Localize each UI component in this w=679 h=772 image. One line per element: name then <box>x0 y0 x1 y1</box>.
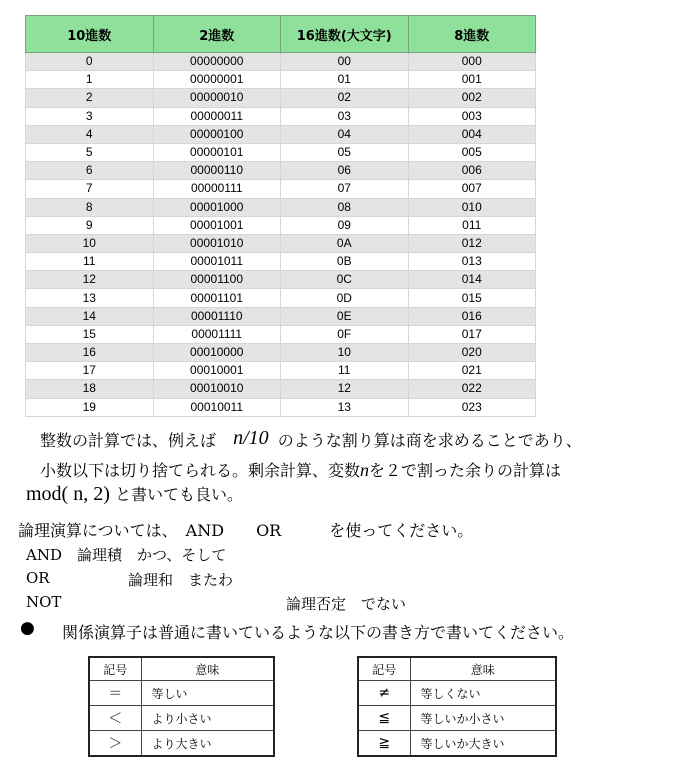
hex-cell: 03 <box>281 107 409 125</box>
decimal-cell: 12 <box>26 271 154 289</box>
decimal-cell: 13 <box>26 289 154 307</box>
hex-cell: 0A <box>281 234 409 252</box>
table-row <box>26 271 536 289</box>
octal-cell: 016 <box>408 307 536 325</box>
octal-cell: 004 <box>408 125 536 143</box>
decimal-cell: 9 <box>26 216 154 234</box>
and-line: AND 論理積 かつ、そして <box>26 546 227 564</box>
hex-cell: 08 <box>281 198 409 216</box>
not-description: 論理否定 でない <box>286 595 407 613</box>
hex-cell: 0F <box>281 325 409 343</box>
octal-cell: 023 <box>408 398 536 416</box>
relational-table-left <box>88 656 275 757</box>
header-decimal: 10進数 <box>26 16 154 53</box>
meaning-cell: 等しい <box>141 681 274 706</box>
meaning-cell: 等しくない <box>410 681 556 706</box>
decimal-cell: 11 <box>26 253 154 271</box>
decimal-cell: 18 <box>26 380 154 398</box>
decimal-cell: 16 <box>26 344 154 362</box>
table-row <box>26 53 536 71</box>
table-header-row <box>26 16 536 53</box>
octal-cell: 001 <box>408 71 536 89</box>
octal-cell: 022 <box>408 380 536 398</box>
meaning-cell: 等しいか大きい <box>410 731 556 757</box>
octal-cell: 020 <box>408 344 536 362</box>
hex-cell: 11 <box>281 362 409 380</box>
table-row <box>26 162 536 180</box>
table-row <box>26 380 536 398</box>
header-meaning: 意味 <box>410 657 556 681</box>
paragraph-line-2 <box>40 458 561 481</box>
symbol-greater-or-equal: ≧ <box>358 731 410 757</box>
hex-cell: 02 <box>281 89 409 107</box>
octal-cell: 014 <box>408 271 536 289</box>
octal-cell: 000 <box>408 53 536 71</box>
table-row <box>26 253 536 271</box>
header-hex: 16進数(大文字) <box>281 16 409 53</box>
table-row <box>26 180 536 198</box>
symbol-less-or-equal: ≦ <box>358 706 410 731</box>
meaning-cell: 等しいか小さい <box>410 706 556 731</box>
binary-cell: 00001011 <box>153 253 281 271</box>
symbol-not-equal: ≠ <box>358 681 410 706</box>
logic-intro: 論理演算については、 AND OR を使ってください。 <box>18 521 474 540</box>
binary-cell: 00001110 <box>153 307 281 325</box>
binary-cell: 00000110 <box>153 162 281 180</box>
math-n: n <box>360 460 370 480</box>
table-row <box>26 307 536 325</box>
paragraph-text: 小数以下は切り捨てられる。剰余計算、変数 <box>40 461 361 480</box>
binary-cell: 00010001 <box>153 362 281 380</box>
bullet-icon: ● <box>20 618 35 638</box>
table-row <box>358 706 556 731</box>
decimal-cell: 4 <box>26 125 154 143</box>
octal-cell: 005 <box>408 143 536 161</box>
hex-cell: 0E <box>281 307 409 325</box>
table-row <box>26 107 536 125</box>
relational-table-right <box>357 656 557 757</box>
paragraph-text: 整数の計算では、例えば <box>40 431 217 450</box>
decimal-cell: 14 <box>26 307 154 325</box>
table-row <box>26 143 536 161</box>
hex-cell: 00 <box>281 53 409 71</box>
table-row <box>89 706 274 731</box>
binary-cell: 00000010 <box>153 89 281 107</box>
hex-cell: 01 <box>281 71 409 89</box>
hex-cell: 0D <box>281 289 409 307</box>
table-row <box>358 681 556 706</box>
decimal-cell: 5 <box>26 143 154 161</box>
decimal-cell: 19 <box>26 398 154 416</box>
hex-cell: 13 <box>281 398 409 416</box>
binary-cell: 00000011 <box>153 107 281 125</box>
hex-cell: 0C <box>281 271 409 289</box>
octal-cell: 002 <box>408 89 536 107</box>
paragraph-text: を２で割った余りの計算は <box>369 461 562 480</box>
table-row <box>26 89 536 107</box>
hex-cell: 12 <box>281 380 409 398</box>
table-row <box>358 731 556 757</box>
meaning-cell: より小さい <box>141 706 274 731</box>
meaning-cell: より大きい <box>141 731 274 757</box>
header-symbol: 記号 <box>89 657 141 681</box>
table-row <box>89 681 274 706</box>
paragraph-line-3 <box>26 482 243 506</box>
or-description: 論理和 またわ <box>128 571 234 589</box>
binary-cell: 00001001 <box>153 216 281 234</box>
table-row <box>26 362 536 380</box>
binary-cell: 00001010 <box>153 234 281 252</box>
table-row <box>26 198 536 216</box>
hex-cell: 10 <box>281 344 409 362</box>
hex-cell: 0B <box>281 253 409 271</box>
octal-cell: 015 <box>408 289 536 307</box>
header-octal: 8進数 <box>408 16 536 53</box>
octal-cell: 010 <box>408 198 536 216</box>
table-row <box>26 344 536 362</box>
decimal-cell: 15 <box>26 325 154 343</box>
table-row <box>26 216 536 234</box>
binary-cell: 00010010 <box>153 380 281 398</box>
octal-cell: 006 <box>408 162 536 180</box>
hex-cell: 09 <box>281 216 409 234</box>
octal-cell: 011 <box>408 216 536 234</box>
binary-cell: 00001100 <box>153 271 281 289</box>
not-keyword: NOT <box>26 593 62 611</box>
binary-cell: 00001101 <box>153 289 281 307</box>
decimal-cell: 2 <box>26 89 154 107</box>
header-meaning: 意味 <box>141 657 274 681</box>
binary-cell: 00000101 <box>153 143 281 161</box>
table-header-row <box>358 657 556 681</box>
relational-note: 関係演算子は普通に書いているような以下の書き方で書いてください。 <box>62 623 575 642</box>
octal-cell: 012 <box>408 234 536 252</box>
math-n-over-10: n/10 <box>233 427 269 449</box>
paragraph-text: のような割り算は商を求めることであり、 <box>277 431 582 450</box>
paragraph-line-1 <box>40 428 582 452</box>
binary-cell: 00001000 <box>153 198 281 216</box>
binary-cell: 00000000 <box>153 53 281 71</box>
binary-cell: 00001111 <box>153 325 281 343</box>
decimal-cell: 0 <box>26 53 154 71</box>
header-binary: 2進数 <box>153 16 281 53</box>
binary-cell: 00000111 <box>153 180 281 198</box>
table-row <box>26 398 536 416</box>
octal-cell: 017 <box>408 325 536 343</box>
table-row <box>26 125 536 143</box>
symbol-greater-than: ＞ <box>89 731 141 757</box>
binary-cell: 00000001 <box>153 71 281 89</box>
symbol-equal: ＝ <box>89 681 141 706</box>
decimal-cell: 10 <box>26 234 154 252</box>
table-row <box>26 289 536 307</box>
paragraph-text: と書いても良い。 <box>114 485 243 504</box>
hex-cell: 06 <box>281 162 409 180</box>
or-keyword: OR <box>26 569 50 587</box>
decimal-cell: 1 <box>26 71 154 89</box>
table-row <box>89 731 274 757</box>
octal-cell: 013 <box>408 253 536 271</box>
decimal-cell: 3 <box>26 107 154 125</box>
binary-cell: 00010011 <box>153 398 281 416</box>
table-body <box>26 53 536 417</box>
decimal-cell: 7 <box>26 180 154 198</box>
hex-cell: 04 <box>281 125 409 143</box>
octal-cell: 007 <box>408 180 536 198</box>
hex-cell: 07 <box>281 180 409 198</box>
hex-cell: 05 <box>281 143 409 161</box>
decimal-cell: 17 <box>26 362 154 380</box>
decimal-cell: 8 <box>26 198 154 216</box>
binary-cell: 00010000 <box>153 344 281 362</box>
math-mod: mod( n, 2) <box>26 483 110 505</box>
octal-cell: 003 <box>408 107 536 125</box>
table-row <box>26 325 536 343</box>
decimal-cell: 6 <box>26 162 154 180</box>
header-symbol: 記号 <box>358 657 410 681</box>
octal-cell: 021 <box>408 362 536 380</box>
table-row <box>26 234 536 252</box>
binary-cell: 00000100 <box>153 125 281 143</box>
table-row <box>26 71 536 89</box>
symbol-less-than: ＜ <box>89 706 141 731</box>
number-base-table <box>25 15 536 417</box>
table-header-row <box>89 657 274 681</box>
